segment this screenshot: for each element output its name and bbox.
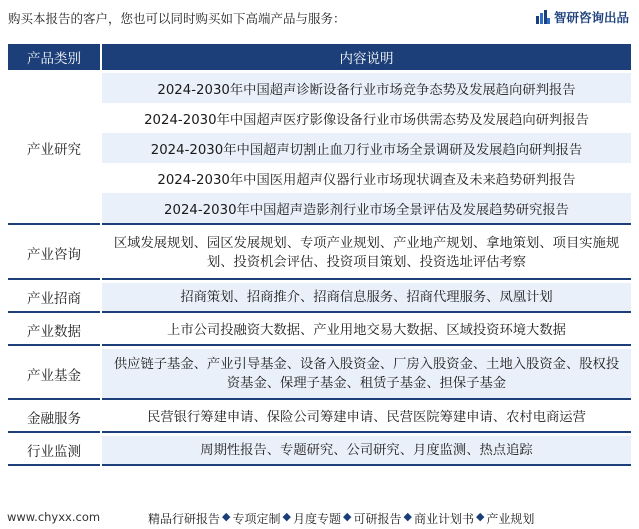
header-description: 内容说明: [102, 44, 631, 70]
logo: [536, 8, 629, 26]
description-cell: 上市公司投融资大数据、产业用地交易大数据、区域投资环境大数据: [102, 316, 631, 346]
site-url[interactable]: www.chyxx.com: [7, 510, 101, 524]
category-cell: 产业咨询: [8, 228, 100, 280]
header-category: 产品类别: [8, 44, 100, 70]
report-item[interactable]: 2024-2030年中国超声切割止血刀行业市场全景调研及发展趋向研判报告: [102, 133, 631, 163]
category-cell: 产业研究: [8, 73, 100, 225]
header-intro: 购买本报告的客户，您也可以同时购买如下高端产品与服务：: [8, 11, 346, 26]
table-row-data: [8, 316, 631, 346]
header: [0, 0, 639, 34]
description-cell: 招商策划、招商推介、招商信息服务、招商代理服务、凤凰计划: [102, 283, 631, 313]
service-link[interactable]: 商业计划书: [413, 512, 474, 526]
service-link[interactable]: 月度专题: [292, 512, 341, 526]
service-link[interactable]: 精品行研报告: [148, 512, 221, 526]
category-cell: 金融服务: [8, 403, 100, 433]
report-list: [102, 73, 631, 225]
description-cell: 区域发展规划、园区发展规划、专项产业规划、产业地产规划、拿地策划、项目实施规划、投资机会评估、投资项目策划、投资选址评估考察: [102, 228, 631, 280]
diamond-icon: ◆: [342, 510, 352, 523]
table-row-consulting: [8, 228, 631, 280]
report-item[interactable]: 2024-2030年中国医用超声仪器行业市场现状调查及未来趋势研判报告: [102, 163, 631, 193]
table-row-research: [8, 73, 631, 225]
diamond-icon: ◆: [403, 510, 412, 523]
diamond-icon: ◆: [282, 510, 291, 523]
table-row-investment: [8, 283, 631, 313]
report-item[interactable]: 2024-2030年中国超声医疗影像设备行业市场供需态势及发展趋向研判报告: [102, 103, 631, 133]
service-links: [148, 510, 534, 527]
logo-text: 智研咨询出品: [553, 10, 629, 25]
footer: [0, 503, 639, 529]
table-row-fund: [8, 349, 631, 400]
products-table: [8, 44, 631, 466]
table-header: [8, 44, 631, 70]
logo-icon: [536, 10, 550, 24]
service-link[interactable]: 专项定制: [232, 512, 281, 526]
description-cell: 供应链子基金、产业引导基金、设备入股资金、厂房入股资金、土地入股资金、股权投资基金、保理子基金、租赁子基金、担保子基金: [102, 349, 631, 400]
report-item[interactable]: 2024-2030年中国超声诊断设备行业市场竞争态势及发展趋向研判报告: [102, 73, 631, 103]
description-cell: 民营银行筹建申请、保险公司筹建申请、民营医院筹建申请、农村电商运营: [102, 403, 631, 433]
table-row-finance: [8, 403, 631, 433]
service-link[interactable]: 产业规划: [486, 512, 535, 526]
description-cell: 周期性报告、专题研究、公司研究、月度监测、热点追踪: [102, 436, 631, 466]
category-cell: 产业数据: [8, 316, 100, 346]
table-row-monitoring: [8, 436, 631, 466]
diamond-icon: ◆: [475, 510, 485, 523]
category-cell: 产业招商: [8, 283, 100, 313]
category-cell: 行业监测: [8, 436, 100, 466]
diamond-icon: ◆: [222, 510, 231, 523]
report-item[interactable]: 2024-2030年中国超声造影剂行业市场全景评估及发展趋势研究报告: [102, 193, 631, 223]
service-link[interactable]: 可研报告: [353, 512, 402, 526]
category-cell: 产业基金: [8, 349, 100, 400]
